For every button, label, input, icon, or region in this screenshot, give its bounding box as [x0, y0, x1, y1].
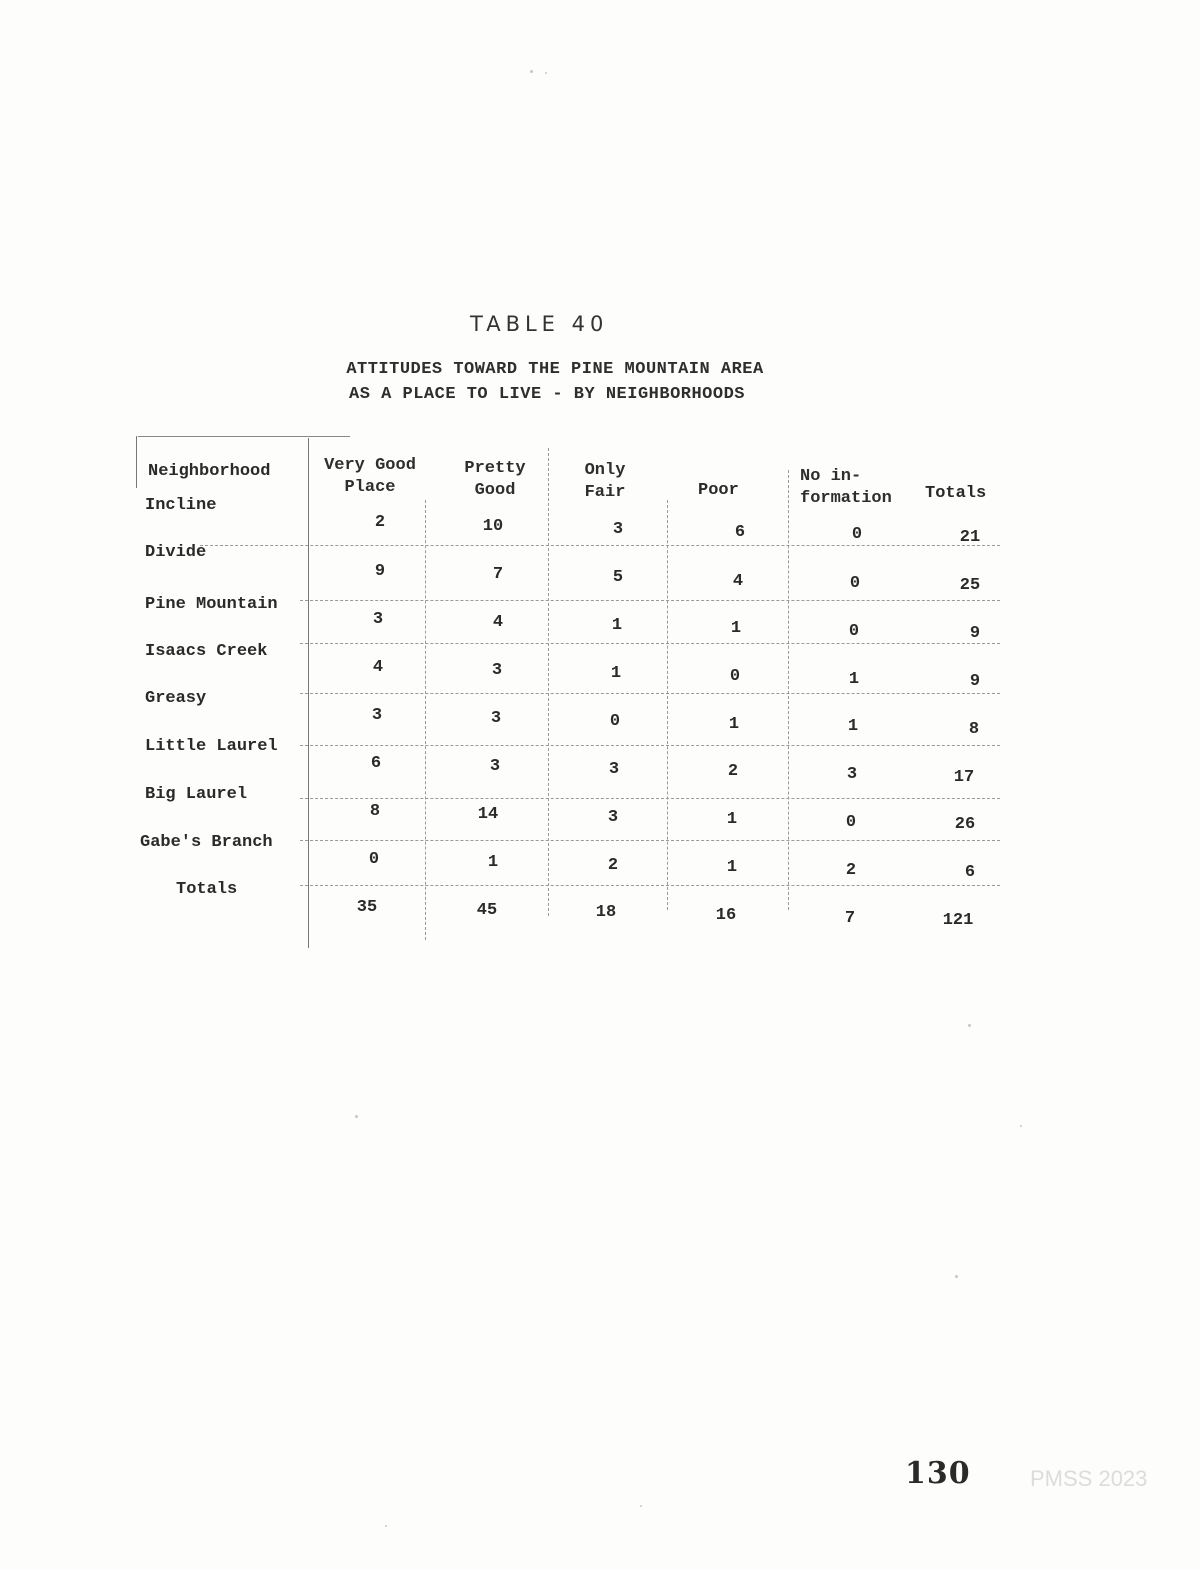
row-divider [300, 693, 1000, 694]
cell-very-good: 3 [371, 706, 383, 725]
column-divider [788, 470, 789, 910]
row-divider [300, 840, 1000, 841]
cell-very-good: 8 [369, 802, 381, 821]
table-left-rule [136, 436, 137, 488]
header-neighborhood: Neighborhood [148, 462, 271, 481]
cell-only-fair: 3 [612, 520, 624, 539]
cell-pretty-good: 3 [489, 757, 501, 776]
cell-pretty-good: 1 [487, 853, 499, 872]
cell-pretty-good: 45 [476, 901, 498, 920]
header-totals: Totals [925, 484, 987, 503]
row-name: Totals [176, 880, 238, 899]
cell-poor: 2 [727, 762, 739, 781]
cell-no-info: 1 [847, 717, 859, 736]
row-name: Greasy [145, 689, 207, 708]
cell-very-good: 6 [370, 754, 382, 773]
header-very-good-line2: Place [344, 478, 396, 497]
cell-no-info: 0 [845, 813, 857, 832]
cell-poor: 1 [730, 619, 742, 638]
cell-pretty-good: 14 [477, 805, 499, 824]
cell-very-good: 3 [372, 610, 384, 629]
header-only-fair-line2: Fair [584, 483, 626, 502]
header-pretty-good [440, 458, 550, 502]
row-name: Little Laurel [145, 737, 278, 756]
header-poor: Poor [698, 481, 739, 500]
cell-no-info: 3 [846, 765, 858, 784]
cell-only-fair: 1 [610, 664, 622, 683]
table-heading-line2: AS A PLACE TO LIVE - BY NEIGHBORHOODS [349, 385, 745, 404]
header-only-fair-line1: Only [584, 461, 626, 480]
cell-poor: 4 [732, 572, 744, 591]
header-very-good-place [310, 455, 430, 499]
column-divider [425, 500, 426, 940]
cell-poor: 1 [726, 858, 738, 877]
header-only-fair [555, 460, 655, 504]
cell-total: 9 [969, 624, 981, 643]
cell-only-fair: 0 [609, 712, 621, 731]
cell-total: 9 [969, 672, 981, 691]
column-divider [667, 500, 668, 910]
cell-only-fair: 5 [612, 568, 624, 587]
cell-poor: 1 [726, 810, 738, 829]
cell-total: 6 [964, 863, 976, 882]
row-divider [300, 600, 1000, 601]
table-heading-line1: ATTITUDES TOWARD THE PINE MOUNTAIN AREA [346, 360, 764, 379]
header-pretty-good-line1: Pretty [464, 459, 526, 478]
cell-poor: 0 [729, 667, 741, 686]
cell-total: 25 [959, 576, 981, 595]
cell-only-fair: 1 [611, 616, 623, 635]
cell-total: 26 [954, 815, 976, 834]
row-name: Big Laurel [145, 785, 248, 804]
cell-no-info: 0 [848, 622, 860, 641]
column-divider [548, 448, 549, 916]
cell-no-info: 2 [845, 861, 857, 880]
cell-pretty-good: 3 [490, 709, 502, 728]
header-pretty-good-line2: Good [474, 481, 516, 500]
cell-pretty-good: 3 [491, 661, 503, 680]
row-name: Isaacs Creek [145, 642, 268, 661]
header-no-info-line1: No in- [800, 467, 862, 486]
row-name: Pine Mountain [145, 595, 278, 614]
cell-total: 17 [953, 768, 975, 787]
cell-only-fair: 3 [607, 808, 619, 827]
cell-very-good: 0 [368, 850, 380, 869]
cell-poor: 16 [715, 906, 737, 925]
header-no-info-line2: formation [800, 489, 892, 508]
watermark: PMSS 2023 [1030, 1466, 1148, 1491]
header-no-information [800, 466, 920, 510]
cell-total: 121 [942, 911, 974, 930]
cell-pretty-good: 4 [492, 613, 504, 632]
cell-very-good: 9 [374, 562, 386, 581]
row-name: Divide [145, 543, 207, 562]
cell-poor: 6 [734, 523, 746, 542]
cell-very-good: 4 [372, 658, 384, 677]
page-number: 130 [905, 1456, 971, 1491]
cell-no-info: 7 [844, 909, 856, 928]
cell-poor: 1 [728, 715, 740, 734]
row-divider [200, 545, 1000, 546]
row-divider [300, 643, 1000, 644]
row-divider [300, 798, 1000, 799]
table-title: TABLE 40 [470, 312, 609, 336]
cell-pretty-good: 7 [492, 565, 504, 584]
cell-only-fair: 2 [607, 856, 619, 875]
cell-no-info: 0 [849, 574, 861, 593]
cell-no-info: 1 [848, 670, 860, 689]
row-name: Incline [145, 496, 217, 515]
cell-very-good: 2 [374, 513, 386, 532]
row-name: Gabe's Branch [140, 833, 273, 852]
cell-only-fair: 18 [595, 903, 617, 922]
header-very-good-line1: Very Good [324, 456, 416, 475]
table-top-rule [138, 436, 350, 437]
cell-pretty-good: 10 [482, 517, 504, 536]
cell-no-info: 0 [851, 525, 863, 544]
row-divider [300, 745, 1000, 746]
cell-total: 8 [968, 720, 980, 739]
row-divider [300, 885, 1000, 886]
cell-total: 21 [959, 528, 981, 547]
cell-only-fair: 3 [608, 760, 620, 779]
cell-very-good: 35 [356, 898, 378, 917]
